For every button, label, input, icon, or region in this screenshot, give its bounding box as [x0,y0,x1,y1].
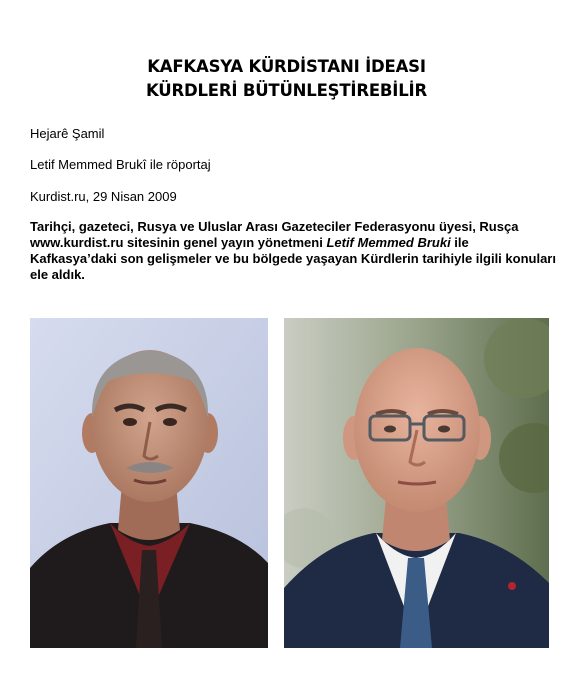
left-portrait-photo [30,318,268,648]
author-name: Hejarê Şamil [30,126,105,141]
article-title-line-2: KÜRDLERİ BÜTÜNLEŞTİREBİLİR [145,81,428,100]
article-title-line-1: KAFKASYA KÜRDİSTANI İDEASI [147,57,426,76]
lead-interviewee-name: Letif Memmed Bruki [326,235,451,250]
portrait-photo-icon [30,318,268,648]
interview-line: Letif Memmed Brukî ile röportaj [30,157,211,172]
right-portrait-photo [284,318,549,648]
lead-paragraph [30,219,558,283]
portrait-photo-icon [284,318,549,648]
lead-text-part-1: Tarihçi, gazeteci, Rusya ve Uluslar Arası Gazeteciler Federasyonu üyesi, Rusça www.kurdist.ru sitesinin genel yayın yönetmeni [30,219,519,250]
dateline: Kurdist.ru, 29 Nisan 2009 [30,189,177,204]
article-title [0,55,573,103]
lead-text-part-2: ile Kafkasya’daki son gelişmeler ve bu bölgede yaşayan Kürdlerin tarihiyle ilgili konuları ele aldık. [30,235,556,282]
